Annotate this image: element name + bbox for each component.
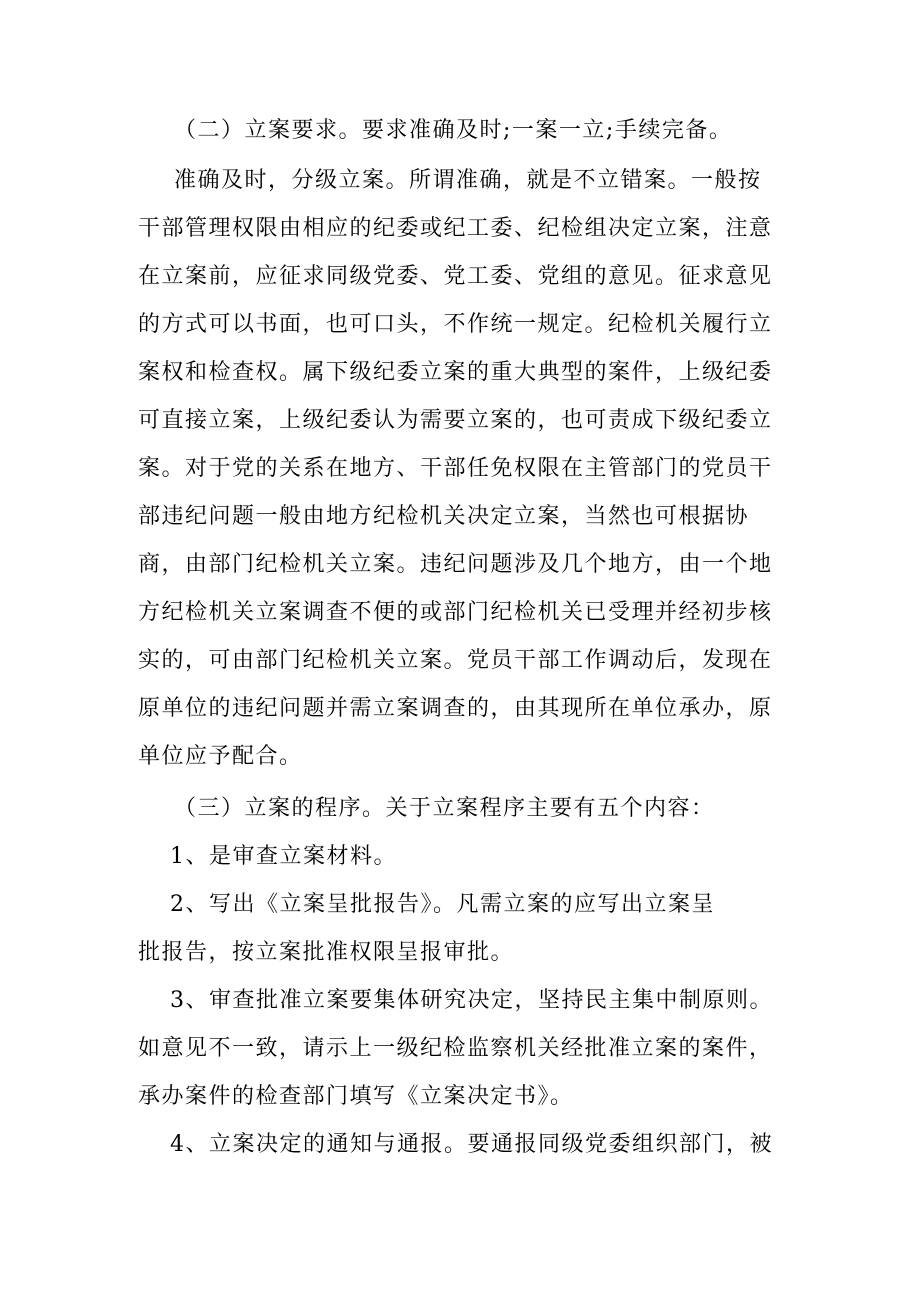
paragraph-line: 准确及时，分级立案。所谓准确，就是不立错案。一般按: [174, 168, 762, 193]
paragraph-line: 在立案前，应征求同级党委、党工委、党组的意见。征求意见: [138, 264, 773, 289]
list-item-3: 3、审查批准立案要集体研究决定，坚持民主集中制原则。: [170, 988, 773, 1013]
paragraph-line: 方纪检机关立案调查不便的或部门纪检机关已受理并经初步核: [138, 600, 773, 625]
paragraph-line: 如意见不一致，请示上一级纪检监察机关经批准立案的案件，: [138, 1036, 773, 1061]
paragraph-line: 实的，可由部门纪检机关立案。党员干部工作调动后，发现在: [138, 648, 773, 673]
paragraph-line: 批报告，按立案批准权限呈报审批。: [138, 940, 515, 965]
section-heading-3: （三）立案的程序。关于立案程序主要有五个内容：: [174, 796, 715, 821]
paragraph-line: 商，由部门纪检机关立案。违纪问题涉及几个地方，由一个地: [138, 552, 773, 577]
paragraph-line: 承办案件的检查部门填写《立案决定书》。: [138, 1084, 574, 1109]
paragraph-line: 干部管理权限由相应的纪委或纪工委、纪检组决定立案，注意: [138, 216, 773, 241]
paragraph-line: 可直接立案，上级纪委认为需要立案的，也可责成下级纪委立: [138, 408, 773, 433]
list-item-1: 1、是审查立案材料。: [170, 844, 397, 869]
list-item-4: 4、立案决定的通知与通报。要通报同级党委组织部门，被: [170, 1132, 773, 1157]
paragraph-line: 部违纪问题一般由地方纪检机关决定立案，当然也可根据协: [138, 504, 750, 529]
list-item-2: 2、写出《立案呈批报告》。凡需立案的应写出立案呈: [170, 892, 715, 917]
paragraph-line: 单位应予配合。: [138, 744, 303, 769]
paragraph-line: 原单位的违纪问题并需立案调查的，由其现所在单位承办，原: [138, 696, 773, 721]
paragraph-line: 的方式可以书面，也可口头，不作统一规定。纪检机关履行立: [138, 312, 773, 337]
paragraph-line: 案权和检查权。属下级纪委立案的重大典型的案件，上级纪委: [138, 360, 773, 385]
section-heading-2: （二）立案要求。要求准确及时;一案一立;手续完备。: [174, 118, 733, 143]
paragraph-line: 案。对于党的关系在地方、干部任免权限在主管部门的党员干: [138, 456, 773, 481]
